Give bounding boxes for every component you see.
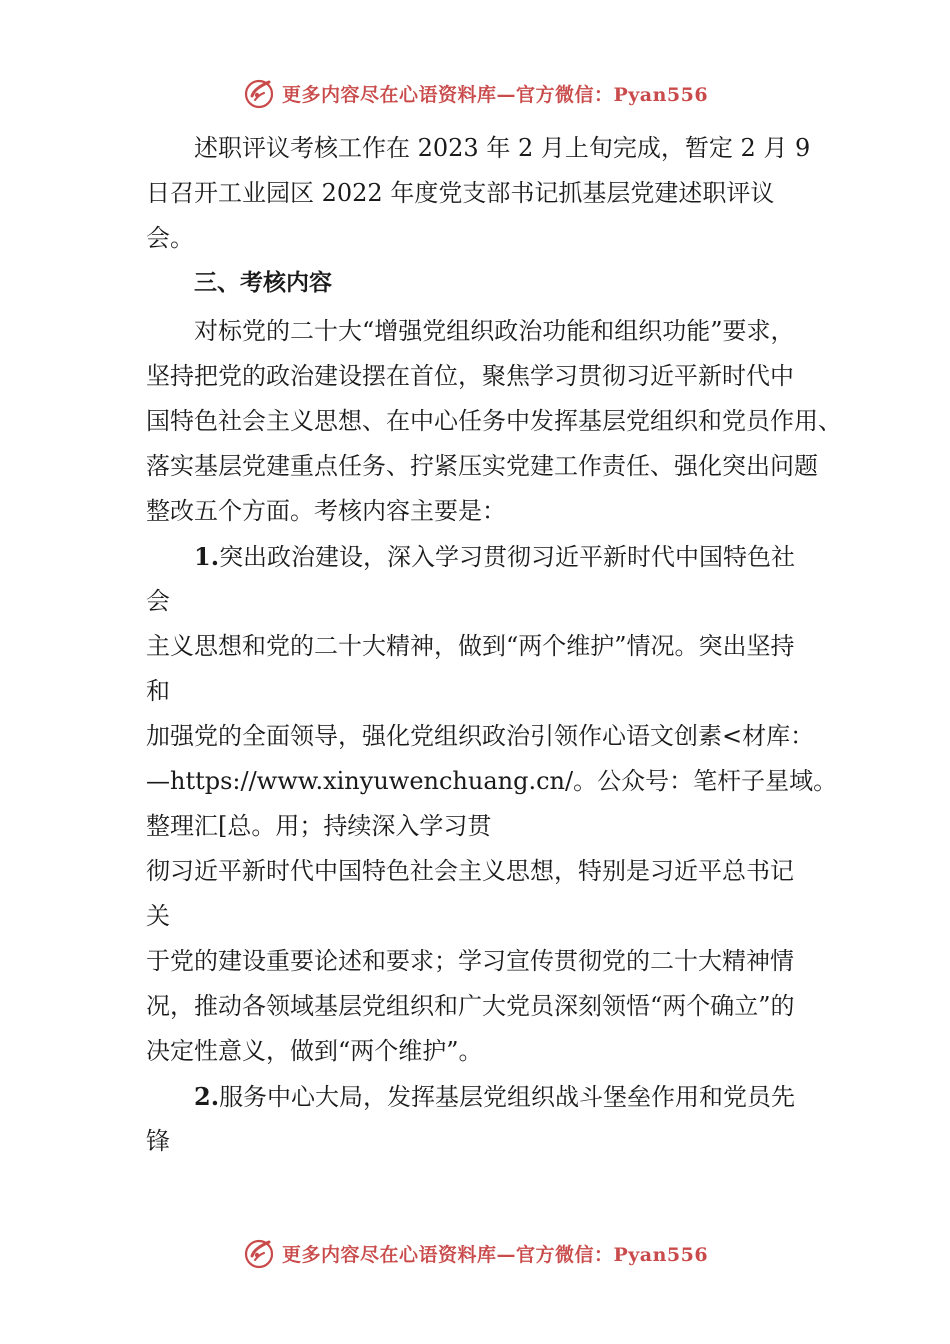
text-line: 决定性意义，做到“两个维护”。 [146, 1037, 483, 1065]
text-line: 关 [146, 902, 170, 930]
watermark-header [0, 73, 950, 113]
text-line: 日召开工业园区 2022 年度党支部书记抓基层党建述职评议 [146, 179, 775, 207]
text-line: 于党的建设重要论述和要求；学习宣传贯彻党的二十大精神情 [146, 947, 794, 975]
list-item-2 [146, 1074, 846, 1119]
item-number: 1. [194, 542, 220, 571]
text-line: 况，推动各领域基层党组织和广大党员深刻领悟“两个确立”的 [146, 992, 795, 1020]
text-line: 整改五个方面。考核内容主要是： [146, 497, 506, 525]
list-item-1 [146, 534, 846, 579]
document-body [146, 126, 846, 1164]
text-line: 会 [146, 587, 170, 615]
text-line: 整理汇[总。用；持续深入学习贯 [146, 812, 492, 840]
item-number: 2. [194, 1082, 220, 1111]
item-text: 突出政治建设，深入学习贯彻习近平新时代中国特色社 [219, 543, 796, 571]
text-line: 对标党的二十大“增强党组织政治功能和组织功能”要求， [194, 317, 795, 345]
text-line: 会。 [146, 224, 194, 252]
section-heading: 三、考核内容 [194, 270, 332, 296]
watermark-text: 更多内容尽在心语资料库—官方微信：Pyan556 [281, 1243, 709, 1266]
brush-logo-icon [242, 1236, 276, 1270]
text-line: 彻习近平新时代中国特色社会主义思想，特别是习近平总书记 [146, 857, 794, 885]
brush-logo-icon [242, 76, 276, 110]
item-text: 服务中心大局，发挥基层党组织战斗堡垒作用和党员先 [219, 1083, 796, 1111]
text-line [146, 759, 846, 804]
text-line: 和 [146, 677, 170, 705]
watermark-footer [0, 1233, 950, 1273]
text-line: 国特色社会主义思想、在中心任务中发挥基层党组织和党员作用、 [146, 407, 842, 435]
text-line: 加强党的全面领导，强化党组织政治引领作心语文创素<材库： [146, 722, 815, 750]
watermark-text: 更多内容尽在心语资料库—官方微信：Pyan556 [281, 83, 709, 106]
text-line: 落实基层党建重点任务、拧紧压实党建工作责任、强化突出问题 [146, 452, 818, 480]
text-line: 锋 [146, 1127, 170, 1155]
text-line: 主义思想和党的二十大精神，做到“两个维护”情况。突出坚持 [146, 632, 795, 660]
text-line: 坚持把党的政治建设摆在首位，聚焦学习贯彻习近平新时代中 [146, 362, 794, 390]
watermark-link-text: —https://www.xinyuwenchuang.cn/。公众号：笔杆子星域。 [146, 767, 838, 795]
text-line: 述职评议考核工作在 2023 年 2 月上旬完成，暂定 2 月 9 [194, 134, 811, 162]
